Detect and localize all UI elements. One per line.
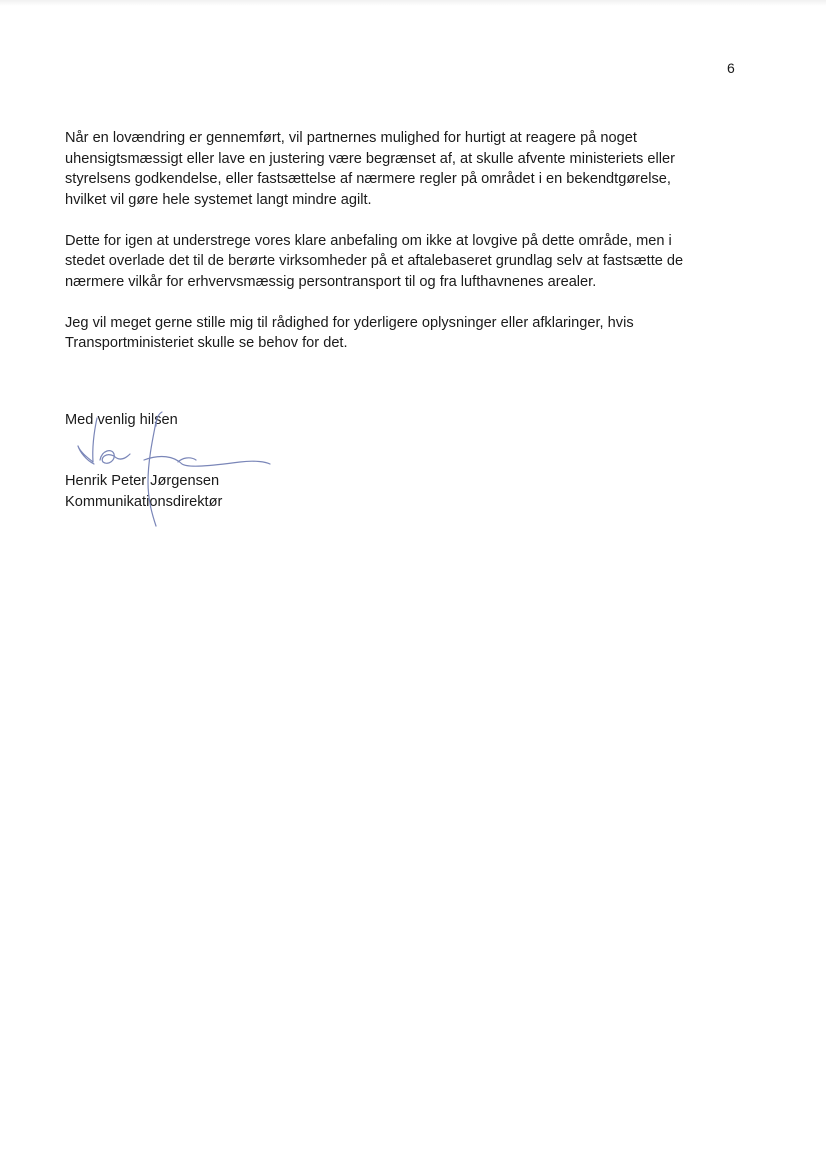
paragraph-line: Jeg vil meget gerne stille mig til rådighed for yderligere oplysninger eller afklaringer, hvis [65, 314, 634, 331]
paragraph-line: Dette for igen at understrege vores klare anbefaling om ikke at lovgive på dette område, men i [65, 232, 672, 249]
page-number: 6 [727, 60, 735, 76]
closing-salutation: Med venlig hilsen [65, 412, 178, 428]
page-top-edge [0, 0, 826, 6]
paragraph-line: uhensigtsmæssigt eller lave en justering være begrænset af, at skulle afvente ministeriets eller [65, 150, 675, 167]
paragraph-2 [65, 231, 745, 293]
letter-body [65, 128, 745, 374]
paragraph-line: hvilket vil gøre hele systemet langt mindre agilt. [65, 191, 372, 208]
paragraph-line: styrelsens godkendelse, eller fastsættelse af nærmere regler på området i en bekendtgørelse, [65, 171, 671, 187]
signatory-block [65, 471, 222, 512]
signatory-name: Henrik Peter Jørgensen [65, 473, 220, 489]
paragraph-line: nærmere vilkår for erhvervsmæssig persontransport til og fra lufthavnenes arealer. [65, 273, 597, 290]
paragraph-line: stedet overlade det til de berørte virksomheder på et aftalebaseret grundlag selv at fastsætte de [65, 253, 684, 269]
paragraph-1 [65, 128, 745, 210]
signatory-title: Kommunikationsdirektør [65, 493, 223, 510]
paragraph-line: Transportministeriet skulle se behov for det. [65, 335, 348, 351]
paragraph-3 [65, 313, 745, 354]
paragraph-line: Når en lovændring er gennemført, vil partnernes mulighed for hurtigt at reagere på noget [65, 130, 637, 146]
